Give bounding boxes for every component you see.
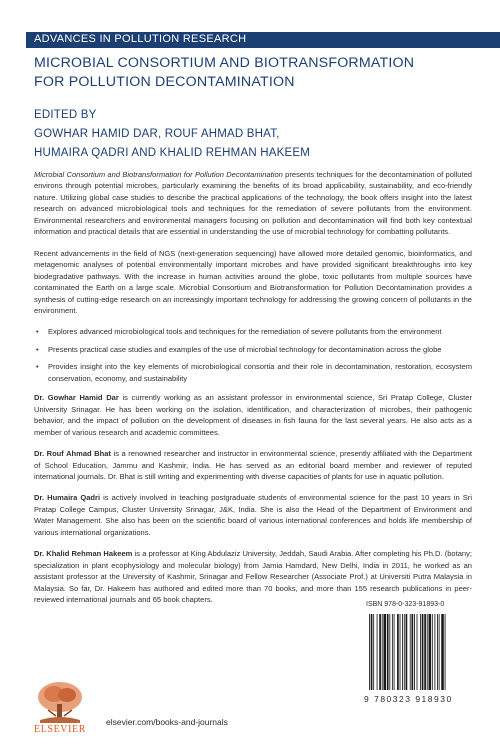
barcode-bar (382, 614, 383, 690)
barcode-bar (427, 614, 428, 690)
bio-bhat (34, 448, 472, 482)
barcode-bar (371, 614, 373, 690)
publisher-name: ELSEVIER (34, 724, 87, 735)
barcode-bar (394, 614, 395, 690)
book-title-italic: Microbial Consortium and Biotransformation for Pollution Decontamination (34, 170, 283, 179)
barcode-bar (389, 614, 390, 690)
barcode-digits: 9 780323 918930 (364, 694, 453, 704)
feature-item: • Provides insight into the key elements of microbiological consortia and their role in decontamination, restoration, ecosystem conservation, economy, and sustainability (34, 361, 472, 384)
bio-name: Dr. Humaira Qadri (34, 493, 101, 503)
edited-by-heading: EDITED BY (34, 109, 97, 121)
back-cover-body (34, 169, 472, 616)
barcode-bar (387, 614, 389, 690)
series-name: ADVANCES IN POLLUTION RESEARCH (34, 33, 247, 45)
bio-name: Dr. Rouf Ahmad Bhat (34, 449, 111, 459)
barcode-bar (377, 614, 378, 690)
barcode-bar (406, 614, 408, 690)
bio-text: is a professor at King Abdulaziz University, Jeddah, Saudi Arabia. After completing his Ph.D. (botany; specialization in plant ecophysiology and molecular biology) from Jamia Hamdard, New Delhi, India in 2011, he worked as an assistant professor at the University of Kashmir, Srinagar and Fellow Researcher (Associate Prof.) at Universiti Putra Malaysia in Malaysia. So far, Dr. Hakeem has authored and edited more than 70 books, and more than 155 research publications in peer-reviewed international journals and 65 book chapters. (34, 549, 472, 605)
barcode-bar (392, 614, 393, 690)
barcode-bar (434, 614, 435, 690)
series-header (0, 0, 500, 48)
description-paragraph-1 (34, 169, 472, 238)
barcode-bar (445, 614, 446, 690)
title-line-2: FOR POLLUTION DECONTAMINATION (34, 74, 295, 90)
barcode-bar (383, 614, 386, 690)
description-paragraph-2: Recent advancements in the field of NGS (next-generation sequencing) have allowed more detailed genomic, bioinformatics, and metagenomic analyses of potential environmentally important microbes and have provided significant breakthroughs into key biodegradative pathways. With the increase in human activities around the globe, toxic pollutants from multiple sources have contaminated the Earth on a large scale. Microbial Consortium and Biotransformation for Pollution Decontamination provides a synthesis of cutting-edge research on an increasingly important technology for addressing the growing concern of pollutants in the environment. (34, 248, 472, 315)
title-line-1: MICROBIAL CONSORTIUM AND BIOTRANSFORMATION (34, 55, 415, 71)
barcode-bar (432, 614, 433, 690)
bio-text: is a renowned researcher and instructor in environmental science, presently affiliated with the Department of School Education, Jammu and Kashmir, India. He has served as an editorial board member and reviewer of reputed international journals. Dr. Bhat is still writing and experimenting with diverse capacities of plants for use in aquatic pollution. (34, 449, 473, 481)
barcode-bar (369, 614, 370, 690)
feature-item: • Explores advanced microbiological tools and techniques for the remediation of severe pollutants from the environment (34, 326, 472, 337)
bio-text: is currently working as an assistant professor in environmental science, Sri Pratap College, Cluster University Srinagar. He has been working on the isolation, identification, and characterization of microbes, their pathogenic behavior, and the impact of pollution on the development of diseases in fish fauna for the last several years. He also acts as a member of various research and academic committees. (34, 393, 472, 437)
barcode-bar (422, 614, 424, 690)
bio-dar (34, 392, 472, 438)
barcode-bar (424, 614, 426, 690)
barcode-bar (412, 614, 414, 690)
barcode-bar (400, 614, 401, 690)
barcode-bar (420, 614, 421, 690)
barcode-bar (373, 614, 374, 690)
barcode-bar (379, 614, 381, 690)
barcode-bar (439, 614, 440, 690)
book-title (34, 54, 474, 92)
barcode (369, 614, 481, 690)
feature-item: • Presents practical case studies and examples of the use of microbial technology for decontamination across the globe (34, 344, 472, 355)
isbn-label: ISBN 978-0-323-91893-0 (366, 601, 445, 608)
barcode-bar (437, 614, 438, 690)
barcode-bar (417, 614, 418, 690)
bio-text: is actively involved in teaching postgraduate students of environmental science for the past 10 years in Sri Pratap College Campus, Cluster University Srinagar, J&K, India. She is also the Head of the Department of Environment and Water Management. She also has been on the scientific board of various international conferences and holds life membership of various international organizations. (34, 493, 472, 537)
bio-name: Dr. Gowhar Hamid Dar (34, 393, 119, 403)
barcode-bar (402, 614, 403, 690)
barcode-bar (441, 614, 444, 690)
editors-line-1: GOWHAR HAMID DAR, ROUF AHMAD BHAT, (34, 128, 280, 140)
description-text-1: presents techniques for the decontamination of polluted environs through potential microbes, particularly examining the benefits of its broad applicability, sustainability, and eco-friendly nature. Utilizing global case studies to describe the practical applications of the technology, the book offers insight into the latest research on advanced microbiological tools and techniques for the remediation of severe pollutants from the environment. Environmental researchers and environmental managers focusing on pollution and decontamination will find both key contextual information and practical details that are essential in understanding the use of microbial technology for combatting pollutants. (34, 170, 472, 237)
publisher-url[interactable]: elsevier.com/books-and-journals (106, 717, 228, 727)
feature-list (34, 326, 472, 384)
bio-name: Dr. Khalid Rehman Hakeem (34, 549, 133, 559)
barcode-bar (410, 614, 411, 690)
barcode-bar (397, 614, 399, 690)
barcode-bar (414, 614, 415, 690)
barcode-bar (429, 614, 432, 690)
bio-hakeem (34, 548, 472, 605)
editors-block (34, 106, 474, 163)
elsevier-tree-logo (34, 680, 86, 724)
barcode-bar (404, 614, 405, 690)
bio-qadri (34, 492, 472, 538)
editors-line-2: HUMAIRA QADRI AND KHALID REHMAN HAKEEM (34, 147, 310, 159)
